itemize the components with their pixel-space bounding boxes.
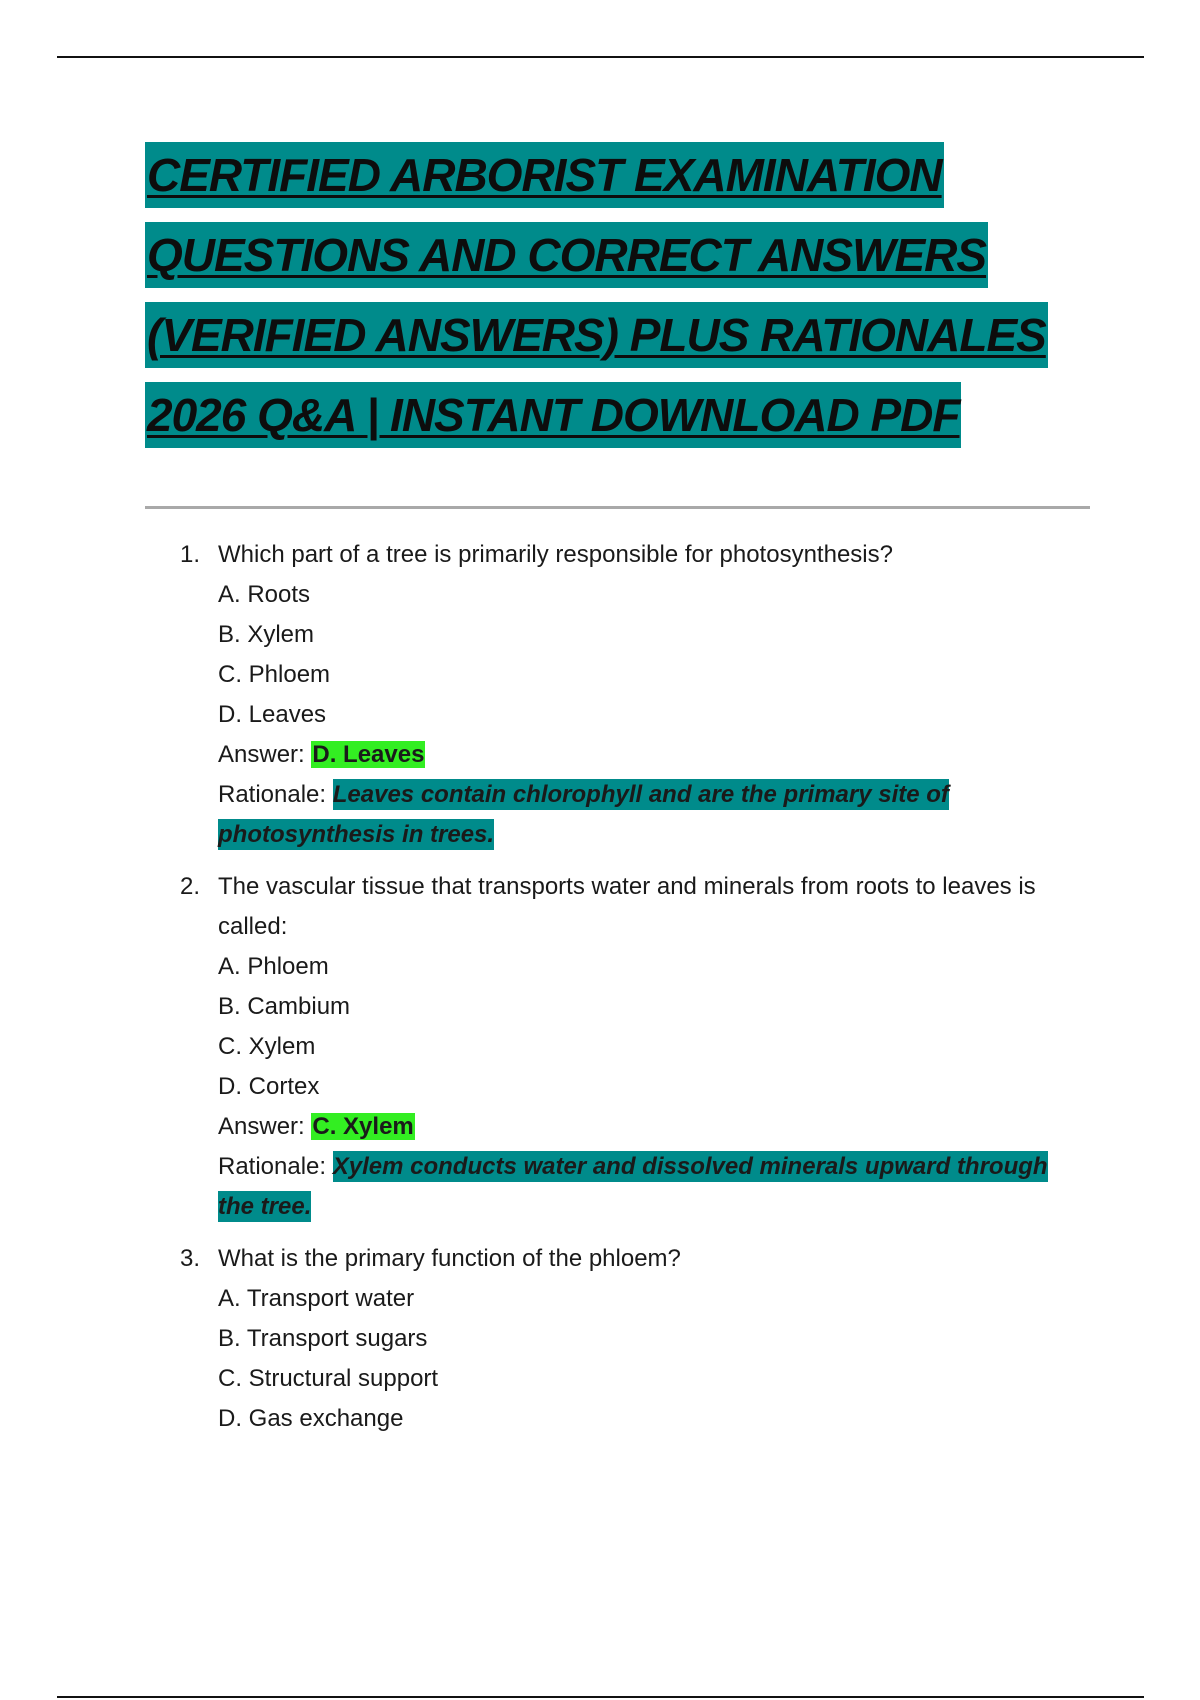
option-a: A. Phloem (218, 953, 329, 980)
option-d: D. Cortex (218, 1073, 320, 1100)
question-text: What is the primary function of the phloem? (218, 1245, 681, 1272)
option-b: B. Xylem (218, 621, 315, 648)
option-d: D. Gas exchange (218, 1405, 404, 1432)
question-item (180, 535, 1080, 855)
option-a: A. Roots (218, 581, 311, 608)
question-body (218, 867, 1080, 1227)
question-text: The vascular tissue that transports water and minerals from roots to leaves is called: (218, 873, 1036, 940)
section-divider (145, 506, 1090, 509)
answer-value: D. Leaves (312, 741, 425, 768)
question-number: 3. (180, 1245, 201, 1272)
title-line: CERTIFIED ARBORIST EXAMINATION (145, 142, 1105, 222)
document-title (145, 142, 1105, 462)
rationale-line (218, 775, 1080, 855)
option-c: C. Structural support (218, 1365, 439, 1392)
question-item (180, 867, 1080, 1227)
rationale-label: Rationale: (218, 781, 327, 808)
rationale-text: Xylem conducts water and dissolved minerals upward through the tree. (218, 1153, 1048, 1220)
option-a: A. Transport water (218, 1285, 415, 1312)
option-b: B. Cambium (218, 993, 351, 1020)
question-number: 1. (180, 541, 201, 568)
rationale-text: Leaves contain chlorophyll and are the primary site of photosynthesis in trees. (218, 781, 949, 848)
question-body (218, 1239, 1080, 1439)
answer-label: Answer: (218, 1113, 305, 1140)
question-item (180, 1239, 1080, 1439)
header-rule (57, 56, 1144, 58)
option-b: B. Transport sugars (218, 1325, 428, 1352)
rationale-line (218, 1147, 1080, 1227)
answer-label: Answer: (218, 741, 305, 768)
title-line: 2026 Q&A | INSTANT DOWNLOAD PDF (145, 382, 1105, 462)
question-list (180, 535, 1080, 1451)
answer-line (218, 1107, 1080, 1147)
option-c: C. Phloem (218, 661, 331, 688)
footer-rule (57, 1696, 1144, 1698)
title-line: QUESTIONS AND CORRECT ANSWERS (145, 222, 1105, 302)
question-number: 2. (180, 873, 201, 900)
answer-line (218, 735, 1080, 775)
option-d: D. Leaves (218, 701, 327, 728)
answer-value: C. Xylem (312, 1113, 414, 1140)
title-line: (VERIFIED ANSWERS) PLUS RATIONALES (145, 302, 1105, 382)
rationale-label: Rationale: (218, 1153, 327, 1180)
question-body (218, 535, 1080, 855)
question-text: Which part of a tree is primarily responsible for photosynthesis? (218, 541, 893, 568)
option-c: C. Xylem (218, 1033, 316, 1060)
